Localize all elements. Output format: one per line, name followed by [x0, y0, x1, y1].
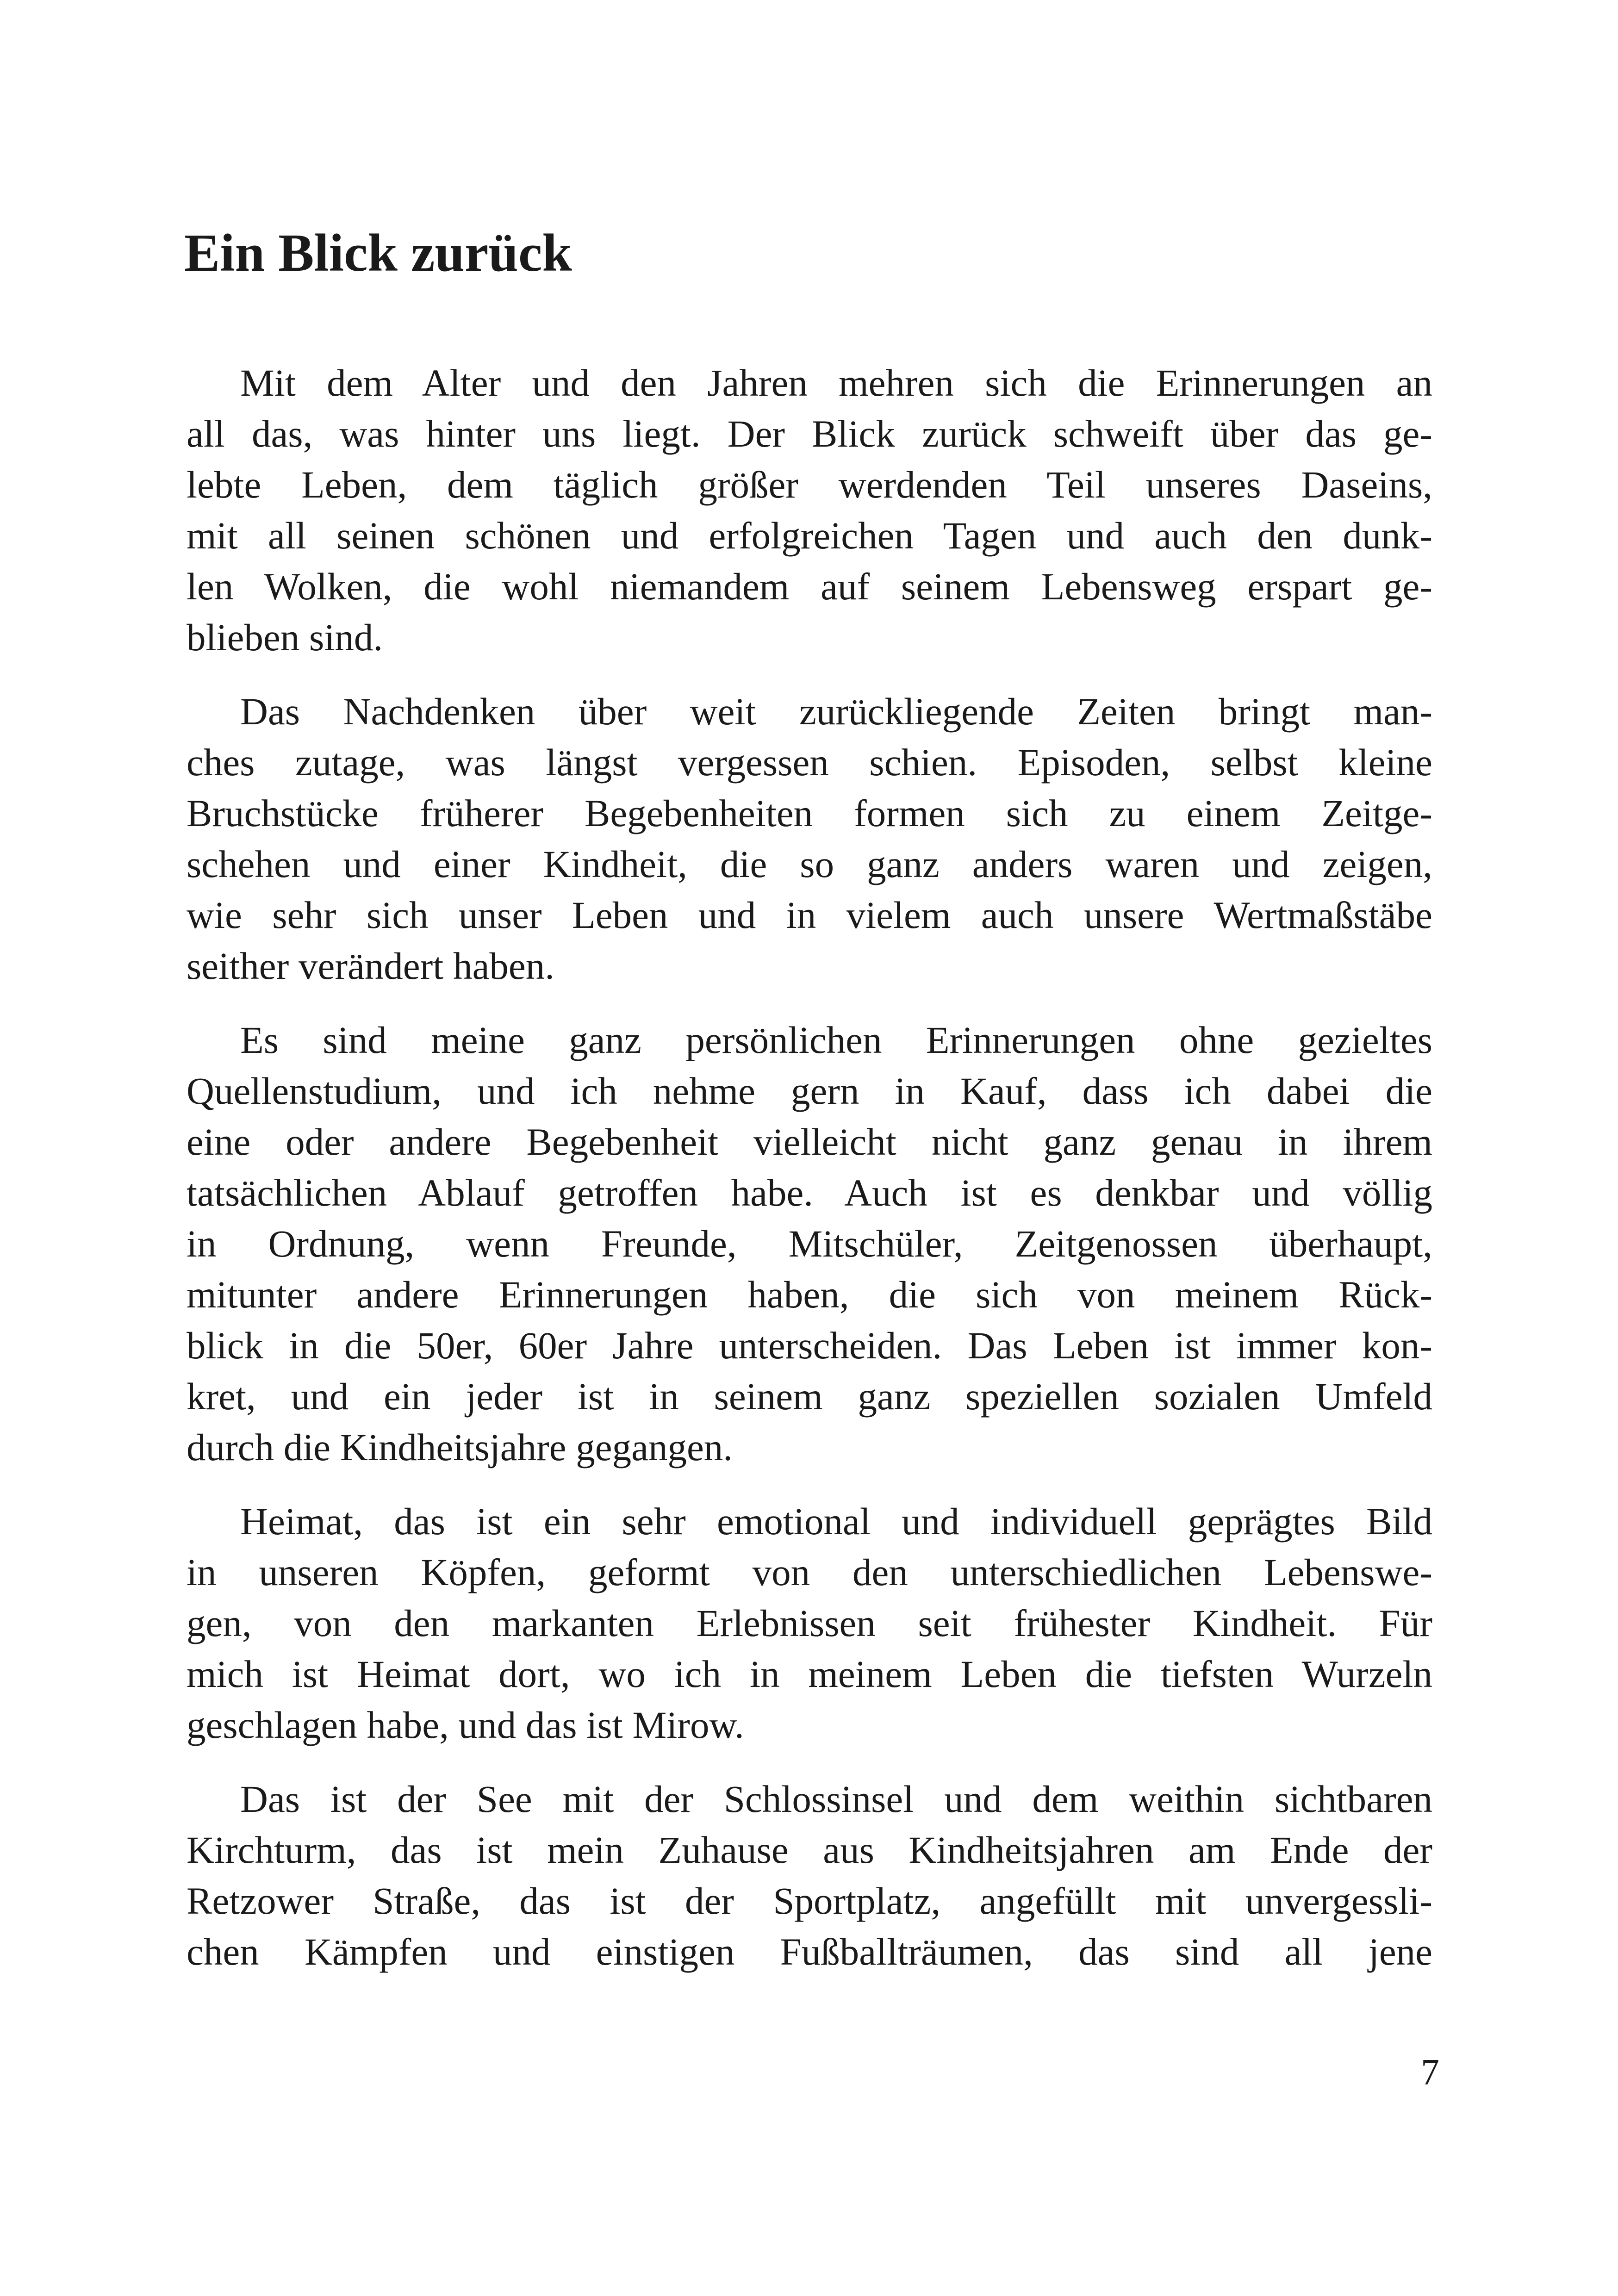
- paragraph-1: [187, 357, 1432, 663]
- paragraph-5: [187, 1773, 1432, 1977]
- text-line: tatsächlichen Ablauf getroffen habe. Auch ist es denkbar und völlig: [187, 1171, 1432, 1214]
- text-line: schehen und einer Kindheit, die so ganz anders waren und zeigen,: [187, 843, 1432, 885]
- text-line: len Wolken, die wohl niemandem auf seinem Lebensweg erspart ge-: [187, 565, 1432, 608]
- text-line: eine oder andere Begebenheit vielleicht nicht ganz genau in ihrem: [187, 1120, 1432, 1163]
- paragraph-3: [187, 1014, 1432, 1473]
- text-line: blieben sind.: [187, 616, 383, 659]
- text-line: ches zutage, was längst vergessen schien. Episoden, selbst kleine: [187, 741, 1432, 784]
- text-line: chen Kämpfen und einstigen Fußballträumen, das sind all jene: [187, 1930, 1432, 1973]
- text-line: Heimat, das ist ein sehr emotional und individuell geprägtes Bild: [240, 1500, 1432, 1543]
- text-line: Retzower Straße, das ist der Sportplatz, angefüllt mit unvergessli-: [187, 1879, 1432, 1922]
- paragraph-2: [187, 686, 1432, 991]
- paragraph-4: [187, 1496, 1432, 1750]
- text-line: in unseren Köpfen, geformt von den unterschiedlichen Lebenswe-: [187, 1551, 1432, 1593]
- text-line: durch die Kindheitsjahre gegangen.: [187, 1426, 733, 1468]
- text-line: kret, und ein jeder ist in seinem ganz speziellen sozialen Umfeld: [187, 1375, 1432, 1418]
- text-line: geschlagen habe, und das ist Mirow.: [187, 1704, 744, 1746]
- page-number: 7: [1421, 2052, 1439, 2093]
- text-line: Bruchstücke früherer Begebenheiten formen sich zu einem Zeitge-: [187, 792, 1432, 834]
- text-line: wie sehr sich unser Leben und in vielem auch unsere Wertmaßstäbe: [187, 894, 1432, 936]
- text-line: blick in die 50er, 60er Jahre unterscheiden. Das Leben ist immer kon-: [187, 1324, 1432, 1367]
- body-text: [187, 357, 1432, 2000]
- text-line: Quellenstudium, und ich nehme gern in Kauf, dass ich dabei die: [187, 1070, 1432, 1112]
- text-line: mitunter andere Erinnerungen haben, die sich von meinem Rück-: [187, 1273, 1432, 1316]
- text-line: mit all seinen schönen und erfolgreichen Tagen und auch den dunk-: [187, 514, 1432, 557]
- text-line: seither verändert haben.: [187, 945, 555, 987]
- text-line: lebte Leben, dem täglich größer werdenden Teil unseres Daseins,: [187, 463, 1432, 506]
- text-line: Das Nachdenken über weit zurückliegende Zeiten bringt man-: [240, 690, 1432, 733]
- text-line: in Ordnung, wenn Freunde, Mitschüler, Zeitgenossen überhaupt,: [187, 1222, 1432, 1265]
- text-line: all das, was hinter uns liegt. Der Blick zurück schweift über das ge-: [187, 412, 1432, 455]
- text-line: Das ist der See mit der Schlossinsel und dem weithin sichtbaren: [240, 1778, 1432, 1820]
- text-line: Kirchturm, das ist mein Zuhause aus Kindheitsjahren am Ende der: [187, 1829, 1432, 1871]
- chapter-title: Ein Blick zurück: [184, 224, 572, 283]
- text-line: Mit dem Alter und den Jahren mehren sich die Erinnerungen an: [240, 361, 1432, 404]
- text-line: gen, von den markanten Erlebnissen seit frühester Kindheit. Für: [187, 1602, 1432, 1644]
- text-line: mich ist Heimat dort, wo ich in meinem Leben die tiefsten Wurzeln: [187, 1653, 1432, 1695]
- text-line: Es sind meine ganz persönlichen Erinnerungen ohne gezieltes: [240, 1019, 1432, 1061]
